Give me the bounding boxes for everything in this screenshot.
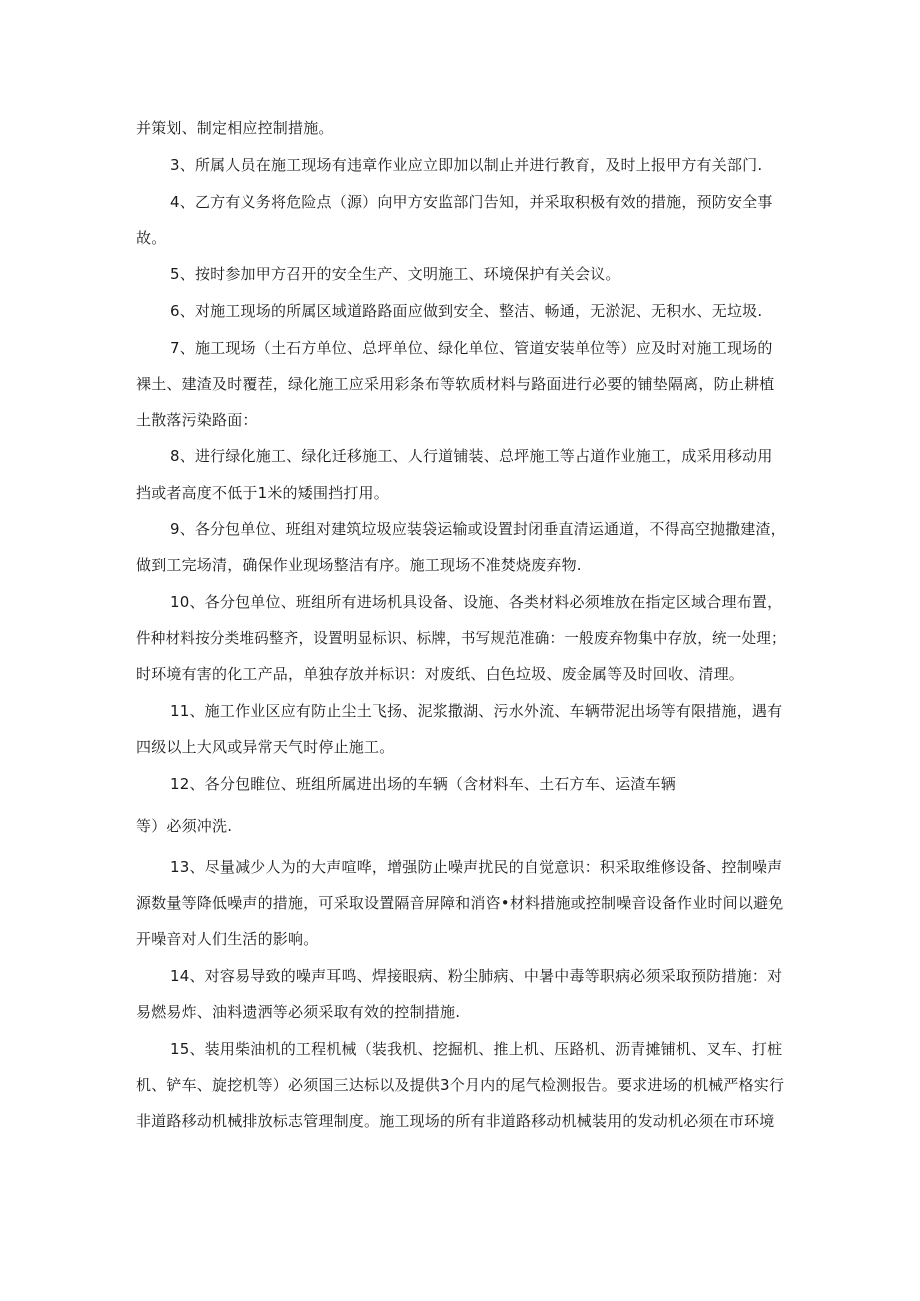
text-line: 9、各分包单位、班组对建筑垃圾应装袋运输或设置封闭垂直清运通道，不得高空抛撒建渣，	[170, 520, 786, 538]
text-line: 4、乙方有义务将危险点（源）向甲方安监部门告知，并采取积极有效的措施，预防安全事	[170, 193, 773, 211]
text-line: 裸土、建渣及时覆茬，绿化施工应采用彩条布等软质材料与路面进行必要的铺垫隔离，防止耕植	[136, 375, 775, 393]
text-line: 挡或者高度不低于1米的矮围挡打用。	[136, 484, 389, 502]
text-line: 6、对施工现场的所属区域道路路面应做到安全、整洁、畅通，无淤泥、无积水、无垃圾.	[170, 302, 763, 320]
text-line: 3、所属人员在施工现场有违章作业应立即加以制止并进行教育，及时上报甲方有关部门.	[170, 156, 763, 174]
text-line: 10、各分包单位、班组所有进场机具设备、设施、各类材料必须堆放在指定区域合理布置，	[170, 593, 783, 611]
text-line: 13、尽量减少人为的大声喧哗，增强防止噪声扰民的自觉意识：积采取维修设备、控制噪声	[170, 858, 783, 876]
text-line: 四级以上大风或异常天气时停止施工。	[136, 738, 395, 756]
text-line: 件种材料按分类堆码整齐，设置明显标识、标牌，书写规范准确：一般废弃物集中存放，统一处理；	[136, 629, 786, 647]
text-line: 源数量等降低噪声的措施，可采取设置隔音屏障和消咨•材料措施或控制噪音设备作业时间以避免	[136, 894, 784, 912]
text-line: 5、按时参加甲方召开的安全生产、文明施工、环境保护有关会议。	[170, 265, 621, 283]
text-line: 11、施工作业区应有防止尘土飞扬、泥浆撒湖、污水外流、车辆带泥出场等有限措施，遇有	[170, 702, 783, 720]
text-line: 12、各分包睢位、班组所属进出场的车辆（含材料车、土石方车、运渣车辆	[170, 775, 676, 793]
text-line: 土散落污染路面：	[136, 411, 258, 429]
text-line: 并策划、制定相应控制措施。	[136, 119, 334, 137]
text-line: 非道路移动机械排放标志管理制度。施工现场的所有非道路移动机械装用的发动机必须在市环境	[136, 1112, 775, 1130]
text-line: 做到工完场清，确保作业现场整洁有序。施工现场不准焚烧废弃物.	[136, 556, 582, 574]
text-line: 15、装用柴油机的工程机械（装我机、挖掘机、推上机、压路机、沥青摊铺机、叉车、打桩	[170, 1040, 783, 1058]
text-line: 开噪音对人们生活的影响。	[136, 930, 319, 948]
text-line: 机、铲车、旋挖机等）必须国三达标以及提供3个月内的尾气检测报告。要求进场的机械严格实行	[136, 1076, 785, 1094]
text-line: 14、对容易导致的噪声耳鸣、焊接眼病、粉尘肺病、中暑中毒等职病必须采取预防措施：对	[170, 967, 783, 985]
text-line: 时环境有害的化工产品，单独存放并标识：对废纸、白色垃圾、废金属等及时回收、清理。	[136, 665, 745, 683]
text-line: 7、施工现场（土石方单位、总坪单位、绿化单位、管道安装单位等）应及时对施工现场的	[170, 339, 773, 357]
text-line: 等）必须冲洗.	[136, 817, 233, 835]
text-line: 8、进行绿化施工、绿化迁移施工、人行道铺装、总坪施工等占道作业施工，成采用移动用	[170, 447, 773, 465]
text-line: 易燃易炸、油料遗洒等必须采取有效的控制措施.	[136, 1003, 461, 1021]
text-line: 故。	[136, 229, 167, 247]
